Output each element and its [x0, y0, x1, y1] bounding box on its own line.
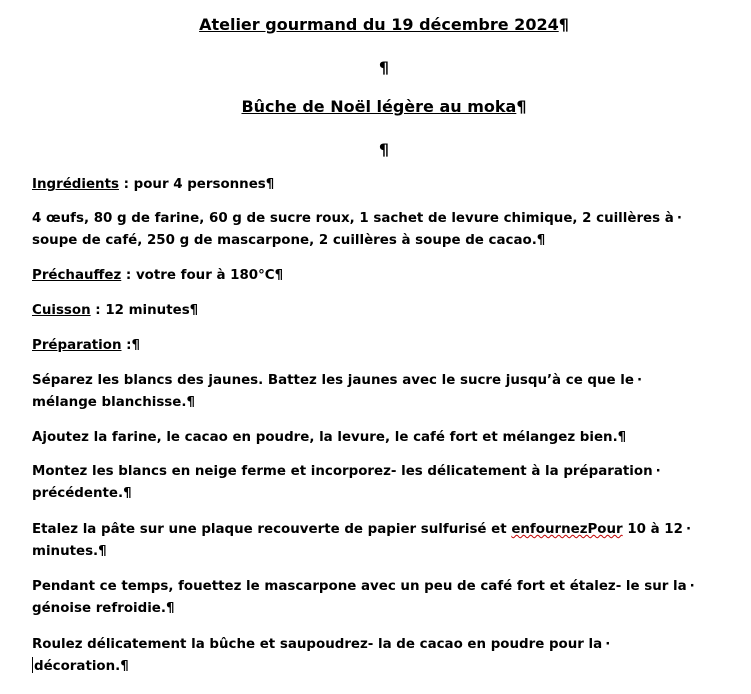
- document-subtitle: [0, 97, 751, 117]
- preheat-paragraph: [32, 265, 732, 287]
- cooking-text: 12 minutes: [105, 303, 190, 318]
- cooking-colon: :: [90, 303, 106, 318]
- line-break-dot: ·: [676, 211, 682, 226]
- ingredients-heading: [32, 174, 732, 196]
- line-break-dot: ·: [655, 464, 661, 479]
- step-6: [32, 634, 732, 678]
- step-4: [32, 519, 732, 563]
- pilcrow-mark: ¶: [378, 140, 390, 159]
- line-break-dot: ·: [685, 522, 692, 537]
- pilcrow-mark: ¶: [131, 338, 141, 353]
- empty-paragraph: [0, 58, 751, 78]
- preparation-colon: :: [121, 338, 132, 353]
- pilcrow-mark: ¶: [98, 544, 107, 559]
- cooking-label: Cuisson: [32, 303, 91, 318]
- pilcrow-mark: ¶: [617, 430, 627, 445]
- pilcrow-mark: ¶: [120, 659, 129, 674]
- pilcrow-mark: ¶: [536, 233, 546, 248]
- title-text: Atelier gourmand du 19 décembre 2024: [199, 15, 559, 34]
- step-3-line-1: Montez les blancs en neige ferme et incorporez- les délicatement à la préparation: [32, 464, 653, 479]
- step-5-line-2: génoise refroidie.: [32, 601, 166, 616]
- preheat-text: votre four à 180°C: [135, 268, 275, 283]
- subtitle-text: Bûche de Noël légère au moka: [241, 97, 517, 116]
- pilcrow-mark: ¶: [274, 268, 284, 283]
- pilcrow-mark: ¶: [186, 395, 195, 410]
- ingredients-text: pour 4 personnes: [133, 177, 266, 192]
- step-2: [32, 427, 732, 449]
- step-4-line-1-start: Etalez la pâte sur une plaque recouverte de papier sulfurisé et: [32, 522, 512, 537]
- pilcrow-mark: ¶: [189, 303, 199, 318]
- spelling-error-word[interactable]: enfournezPour: [511, 522, 623, 537]
- preheat-label: Préchauffez: [32, 268, 122, 283]
- step-2-line-1: Ajoutez la farine, le cacao en poudre, la levure, le café fort et mélangez bien.: [32, 430, 618, 445]
- ingredients-line-1: 4 œufs, 80 g de farine, 60 g de sucre roux, 1 sachet de levure chimique, 2 cuillères à: [32, 211, 674, 226]
- step-1: [32, 370, 732, 414]
- pilcrow-mark: ¶: [123, 486, 132, 501]
- line-break-dot: ·: [636, 373, 643, 388]
- empty-paragraph: [0, 140, 751, 160]
- ingredients-colon: :: [118, 177, 134, 192]
- pilcrow-mark: ¶: [165, 601, 175, 616]
- pilcrow-mark: ¶: [516, 97, 527, 116]
- pilcrow-mark: ¶: [378, 58, 390, 77]
- preparation-label: Préparation: [32, 338, 122, 353]
- step-5-line-1: Pendant ce temps, fouettez le mascarpone avec un peu de café fort et étalez- le sur la: [32, 579, 687, 594]
- step-5: [32, 576, 732, 620]
- step-6-line-1: Roulez délicatement la bûche et saupoudrez- la de cacao en poudre pour la: [32, 637, 603, 652]
- ingredients-label: Ingrédients: [32, 177, 119, 192]
- line-break-dot: ·: [689, 579, 695, 594]
- step-1-line-2: mélange blanchisse.: [32, 395, 187, 410]
- step-4-line-2: minutes.: [32, 544, 99, 559]
- line-break-dot: ·: [605, 637, 611, 652]
- step-3: [32, 461, 732, 505]
- step-1-line-1: Séparez les blancs des jaunes. Battez les jaunes avec le sucre jusqu’à ce que le: [32, 373, 634, 388]
- step-4-line-1-end: 10 à 12: [622, 522, 683, 537]
- preparation-heading: [32, 335, 732, 357]
- ingredients-list: [32, 208, 732, 252]
- cooking-paragraph: [32, 300, 732, 322]
- step-3-line-2: précédente.: [32, 486, 124, 501]
- step-6-line-2: décoration.: [34, 659, 121, 674]
- pilcrow-mark: ¶: [558, 15, 569, 34]
- ingredients-line-2: soupe de café, 250 g de mascarpone, 2 cuillères à soupe de cacao.: [32, 233, 537, 248]
- document-title: [0, 15, 751, 35]
- text-cursor: [32, 657, 33, 673]
- pilcrow-mark: ¶: [265, 177, 275, 192]
- preheat-colon: :: [121, 268, 136, 283]
